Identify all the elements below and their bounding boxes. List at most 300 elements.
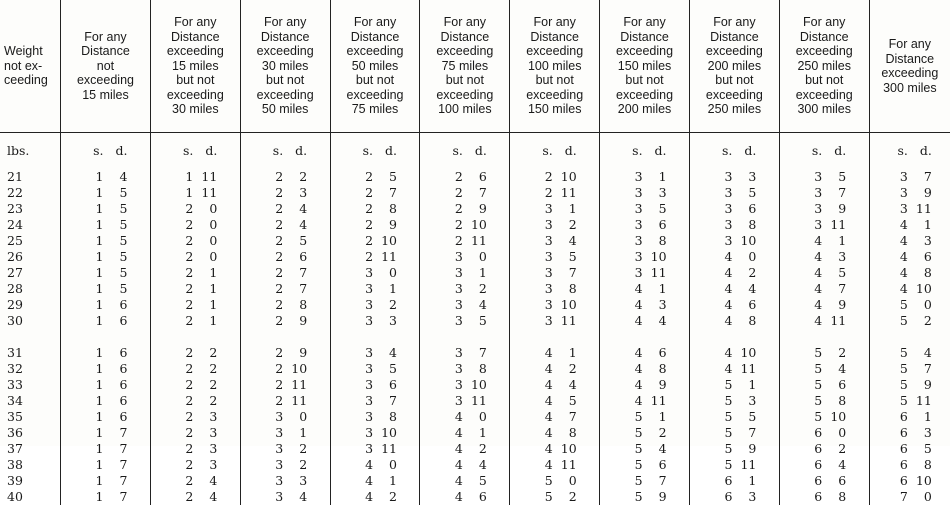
shillings: 3 [355, 281, 373, 297]
pence: d. [826, 143, 846, 159]
shillings: 2 [355, 201, 373, 217]
shillings: s. [85, 143, 103, 159]
spacer-cell [330, 133, 420, 144]
spacer-cell [0, 159, 61, 169]
shillings-pence [175, 473, 215, 489]
header-line: Weight [4, 44, 57, 59]
rate-cell [689, 425, 779, 441]
shillings: 4 [714, 345, 732, 361]
distance-column-header [150, 0, 240, 133]
rate-cell [240, 297, 330, 313]
shillings-pence [804, 361, 844, 377]
pence: 11 [287, 377, 307, 393]
pence: 8 [377, 201, 397, 217]
shillings-pence [804, 297, 844, 313]
shillings: 5 [535, 489, 553, 505]
header-line: exceeding [154, 44, 237, 59]
shillings: 3 [625, 265, 643, 281]
shillings-pence [890, 217, 930, 233]
pence: 5 [467, 473, 487, 489]
shillings-pence [804, 249, 844, 265]
shillings-pence [625, 441, 665, 457]
shillings: 3 [535, 313, 553, 329]
rate-cell [689, 217, 779, 233]
pence: 5 [826, 169, 846, 185]
rate-cell [150, 441, 240, 457]
currency-unit [779, 143, 869, 159]
shillings-pence [804, 185, 844, 201]
shillings-pence [535, 265, 575, 281]
rate-cell [779, 489, 869, 505]
pence: 4 [826, 361, 846, 377]
rate-cell [420, 393, 510, 409]
rate-cell [869, 361, 950, 377]
table-row [0, 361, 950, 377]
rate-cell [330, 201, 420, 217]
rate-cell [420, 265, 510, 281]
pence: 3 [377, 313, 397, 329]
header-line: For any [244, 15, 327, 30]
pence: 10 [736, 345, 756, 361]
shillings-pence [625, 265, 665, 281]
pence: 7 [287, 281, 307, 297]
rate-cell [869, 265, 950, 281]
distance-column-header [869, 0, 950, 133]
shillings-pence [265, 169, 305, 185]
pence: 0 [197, 201, 217, 217]
shillings: 2 [355, 233, 373, 249]
rate-cell [869, 377, 950, 393]
shillings-pence [175, 233, 215, 249]
pence: 10 [557, 441, 577, 457]
pence: d. [467, 143, 487, 159]
rate-cell [420, 425, 510, 441]
rate-cell [779, 473, 869, 489]
pence: 1 [912, 217, 932, 233]
pence: d. [736, 143, 756, 159]
weight-cell: 36 [0, 425, 61, 441]
pence: 3 [736, 489, 756, 505]
shillings: 3 [625, 185, 643, 201]
shillings-pence [85, 201, 125, 217]
shillings-pence [890, 201, 930, 217]
shillings: 3 [535, 233, 553, 249]
rate-cell [61, 377, 151, 393]
header-line: For any [64, 30, 147, 45]
pence: 2 [826, 441, 846, 457]
rate-cell [600, 489, 690, 505]
shillings: 2 [445, 185, 463, 201]
rate-cell [240, 265, 330, 281]
pence: 8 [647, 361, 667, 377]
shillings-pence [625, 313, 665, 329]
pence: 8 [736, 313, 756, 329]
pence: 8 [826, 489, 846, 505]
rate-cell [240, 361, 330, 377]
shillings-pence [85, 233, 125, 249]
rate-cell [689, 185, 779, 201]
rate-cell [869, 313, 950, 329]
pence: 9 [287, 313, 307, 329]
pence: 5 [557, 393, 577, 409]
pence: 10 [377, 233, 397, 249]
shillings: 2 [535, 169, 553, 185]
pence: 1 [197, 313, 217, 329]
shillings: 4 [535, 441, 553, 457]
rate-cell [240, 201, 330, 217]
pence: 4 [197, 473, 217, 489]
pence: 7 [107, 489, 127, 505]
rate-cell [689, 297, 779, 313]
shillings-pence [175, 313, 215, 329]
shillings: 4 [625, 297, 643, 313]
rate-cell [61, 425, 151, 441]
pence: 5 [107, 281, 127, 297]
rate-cell [779, 233, 869, 249]
shillings: 5 [625, 409, 643, 425]
shillings-pence [265, 457, 305, 473]
shillings: s. [625, 143, 643, 159]
pence: 3 [197, 425, 217, 441]
shillings: 1 [85, 393, 103, 409]
shillings: 1 [85, 233, 103, 249]
spacer-cell [61, 329, 151, 345]
header-line: exceeding [423, 44, 506, 59]
rate-cell [600, 249, 690, 265]
shillings-pence [175, 345, 215, 361]
shillings-pence [445, 377, 485, 393]
shillings-pence [445, 169, 485, 185]
shillings: 4 [890, 249, 908, 265]
shillings-pence [625, 457, 665, 473]
rate-cell [689, 473, 779, 489]
rate-cell [600, 265, 690, 281]
rate-cell [150, 201, 240, 217]
table-row [0, 377, 950, 393]
shillings: 1 [85, 457, 103, 473]
shillings: 5 [890, 393, 908, 409]
rate-cell [600, 457, 690, 473]
shillings-pence [265, 377, 305, 393]
shillings: 2 [535, 185, 553, 201]
weight-cell: 27 [0, 265, 61, 281]
rate-cell [510, 425, 600, 441]
distance-column-header [420, 0, 510, 133]
shillings: 6 [804, 441, 822, 457]
shillings-pence [714, 281, 754, 297]
header-line: exceeding [423, 88, 506, 103]
pence: 10 [647, 249, 667, 265]
header-line: 300 miles [783, 102, 866, 117]
shillings: 5 [714, 441, 732, 457]
header-line: 150 miles [513, 102, 596, 117]
shillings: 1 [175, 169, 193, 185]
rate-cell [420, 441, 510, 457]
shillings-pence [175, 143, 215, 159]
shillings: s. [804, 143, 822, 159]
shillings: 2 [175, 201, 193, 217]
header-line: not ex- [4, 59, 57, 74]
header-line: exceeding [244, 44, 327, 59]
pence: 4 [826, 457, 846, 473]
pence: d. [197, 143, 217, 159]
shillings: 2 [175, 489, 193, 505]
spacer-cell [869, 159, 950, 169]
shillings-pence [85, 489, 125, 505]
shillings-pence [804, 473, 844, 489]
shillings: 2 [175, 473, 193, 489]
shillings: 6 [804, 457, 822, 473]
rate-cell [510, 393, 600, 409]
rate-cell [510, 457, 600, 473]
shillings: 5 [804, 377, 822, 393]
shillings-pence [535, 201, 575, 217]
rate-cell [150, 217, 240, 233]
shillings: 2 [355, 185, 373, 201]
shillings: 2 [175, 297, 193, 313]
shillings: 4 [625, 313, 643, 329]
pence: 11 [736, 361, 756, 377]
rate-cell [240, 489, 330, 505]
rate-cell [420, 409, 510, 425]
shillings-pence [175, 281, 215, 297]
shillings-pence [355, 201, 395, 217]
shillings-pence [804, 265, 844, 281]
rate-cell [510, 201, 600, 217]
shillings-pence [535, 489, 575, 505]
spacer-cell [150, 133, 240, 144]
rate-cell [779, 281, 869, 297]
pence: 4 [647, 441, 667, 457]
header-line: exceeding [693, 44, 776, 59]
rate-cell [330, 345, 420, 361]
rate-cell [61, 457, 151, 473]
shillings-pence [355, 457, 395, 473]
shillings: 4 [535, 457, 553, 473]
rate-cell [779, 345, 869, 361]
pence: 1 [377, 281, 397, 297]
header-row [0, 0, 950, 133]
header-line: 250 miles [693, 102, 776, 117]
shillings-pence [804, 143, 844, 159]
pence: 2 [647, 425, 667, 441]
header-line: Distance [783, 30, 866, 45]
header-line: 200 miles [603, 102, 686, 117]
shillings-pence [804, 345, 844, 361]
rate-cell [510, 313, 600, 329]
pence: 6 [107, 393, 127, 409]
rate-cell [150, 233, 240, 249]
shillings: 2 [175, 425, 193, 441]
shillings: 5 [625, 457, 643, 473]
currency-unit [600, 143, 690, 159]
header-line: exceeding [513, 88, 596, 103]
shillings: 1 [85, 361, 103, 377]
rate-cell [600, 393, 690, 409]
rate-cell [330, 185, 420, 201]
header-line: Distance [334, 30, 417, 45]
shillings: 1 [85, 185, 103, 201]
shillings-pence [265, 281, 305, 297]
table-row [0, 409, 950, 425]
shillings: 3 [355, 313, 373, 329]
header-line: For any [783, 15, 866, 30]
rate-cell [779, 393, 869, 409]
pence: 9 [912, 377, 932, 393]
shillings-pence [804, 489, 844, 505]
shillings-pence [355, 441, 395, 457]
rate-cell [420, 489, 510, 505]
shillings-pence [175, 457, 215, 473]
rate-cell [779, 265, 869, 281]
shillings-pence [625, 281, 665, 297]
rate-cell [869, 393, 950, 409]
shillings: 4 [714, 281, 732, 297]
pence: 9 [647, 489, 667, 505]
table-body [0, 133, 950, 505]
shillings-pence [445, 265, 485, 281]
shillings: 3 [804, 185, 822, 201]
shillings-pence [714, 169, 754, 185]
pence: 6 [826, 473, 846, 489]
shillings-pence [714, 345, 754, 361]
shillings: 2 [175, 409, 193, 425]
shillings: 3 [625, 233, 643, 249]
rate-cell [869, 185, 950, 201]
rate-cell [869, 345, 950, 361]
shillings-pence [890, 377, 930, 393]
pence: 4 [287, 201, 307, 217]
shillings-pence [625, 377, 665, 393]
shillings-pence [85, 143, 125, 159]
shillings-pence [890, 489, 930, 505]
shillings-pence [175, 217, 215, 233]
pence: 7 [377, 393, 397, 409]
pence: 6 [736, 201, 756, 217]
header-line: but not [603, 73, 686, 88]
table-row [0, 217, 950, 233]
pence: 6 [377, 377, 397, 393]
pence: 10 [377, 425, 397, 441]
shillings: 3 [804, 217, 822, 233]
shillings: 3 [355, 297, 373, 313]
header-line: 15 miles [64, 88, 147, 103]
rate-cell [510, 489, 600, 505]
shillings-pence [714, 201, 754, 217]
pence: 0 [467, 409, 487, 425]
shillings: 2 [265, 169, 283, 185]
shillings-pence [890, 425, 930, 441]
pence: 6 [736, 297, 756, 313]
shillings-pence [445, 457, 485, 473]
shillings: 1 [175, 185, 193, 201]
table-row [0, 313, 950, 329]
header-line: exceeding [693, 88, 776, 103]
rate-cell [150, 489, 240, 505]
rate-cell [150, 169, 240, 185]
shillings: 3 [445, 249, 463, 265]
shillings-pence [804, 425, 844, 441]
rate-cell [61, 489, 151, 505]
pence: 3 [197, 441, 217, 457]
shillings-pence [445, 249, 485, 265]
pence: 9 [912, 185, 932, 201]
shillings: 2 [175, 457, 193, 473]
pence: 10 [557, 169, 577, 185]
pence: 10 [736, 233, 756, 249]
shillings: 2 [355, 249, 373, 265]
rate-cell [600, 281, 690, 297]
pence: 3 [197, 409, 217, 425]
shillings: 3 [355, 377, 373, 393]
shillings: 4 [535, 377, 553, 393]
weight-column-header [0, 0, 61, 133]
shillings-pence [175, 249, 215, 265]
shillings: 2 [175, 249, 193, 265]
shillings-pence [175, 425, 215, 441]
rate-cell [689, 233, 779, 249]
shillings-pence [175, 489, 215, 505]
shillings-pence [890, 169, 930, 185]
pence: 1 [557, 345, 577, 361]
shillings: 3 [625, 201, 643, 217]
header-line: Distance [154, 30, 237, 45]
rate-cell [240, 393, 330, 409]
rate-cell [150, 425, 240, 441]
shillings-pence [85, 377, 125, 393]
shillings: 6 [804, 425, 822, 441]
shillings-pence [890, 265, 930, 281]
rate-cell [240, 457, 330, 473]
rate-cell [600, 217, 690, 233]
rate-cell [240, 377, 330, 393]
rate-cell [330, 473, 420, 489]
shillings-pence [625, 185, 665, 201]
shillings-pence [535, 361, 575, 377]
shillings: 3 [890, 185, 908, 201]
header-line: For any [513, 15, 596, 30]
spacer-cell [420, 133, 510, 144]
pence: 6 [287, 249, 307, 265]
pence: 5 [377, 169, 397, 185]
weight-cell: 38 [0, 457, 61, 473]
shillings: 2 [265, 297, 283, 313]
shillings-pence [625, 409, 665, 425]
rate-cell [869, 457, 950, 473]
rate-cell [600, 377, 690, 393]
pence: 5 [107, 233, 127, 249]
shillings-pence [355, 185, 395, 201]
pence: 1 [197, 265, 217, 281]
shillings: 2 [265, 377, 283, 393]
shillings-pence [85, 361, 125, 377]
pence: 1 [647, 281, 667, 297]
shillings-pence [714, 185, 754, 201]
shillings-pence [85, 441, 125, 457]
shillings-pence [265, 297, 305, 313]
shillings-pence [890, 143, 930, 159]
rate-cell [420, 361, 510, 377]
table-row [0, 473, 950, 489]
pence: 2 [736, 265, 756, 281]
shillings: 1 [85, 169, 103, 185]
pence: 9 [826, 201, 846, 217]
spacer-cell [330, 329, 420, 345]
shillings-pence [714, 361, 754, 377]
header-line: Distance [64, 44, 147, 59]
pence: 4 [736, 281, 756, 297]
rate-cell [510, 473, 600, 489]
